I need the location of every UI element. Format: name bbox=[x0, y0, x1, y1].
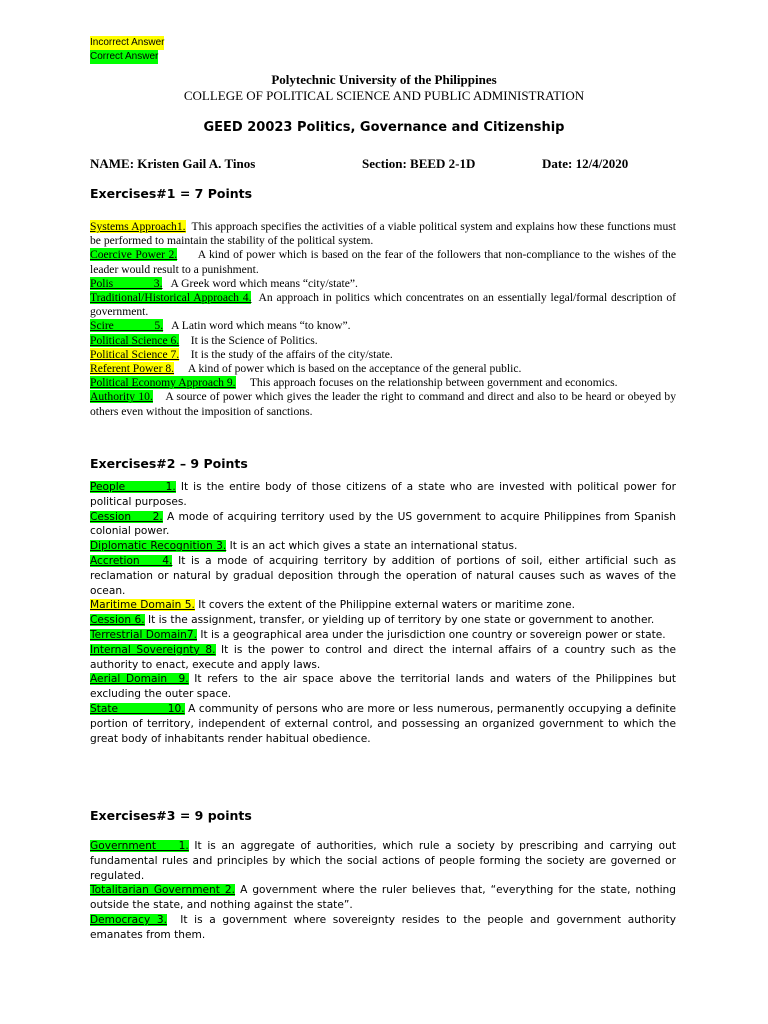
exercise2-title: Exercises#2 – 9 Points bbox=[90, 456, 248, 471]
question-text: It is the power to control and direct the internal affairs of a country such as the authority to enact, execute and apply laws. bbox=[90, 643, 680, 671]
question-item bbox=[90, 643, 680, 673]
question-text: An approach in politics which concentrates on an essentially legal/formal description of government. bbox=[90, 291, 679, 319]
answer-highlight-correct: Diplomatic Recognition 3. bbox=[90, 540, 227, 553]
question-text: A kind of power which is based on the fear of the followers that non-compliance to the wishes of the leader would result to a punishment. bbox=[90, 248, 679, 276]
answer-highlight-correct: Coercive Power 2. bbox=[90, 248, 178, 262]
question-item bbox=[90, 319, 676, 333]
question-item bbox=[90, 376, 676, 390]
question-text: This approach focuses on the relationship between government and economics. bbox=[235, 376, 618, 390]
question-text: It is the assignment, transfer, or yielding up of territory by one state or government to another. bbox=[144, 614, 655, 627]
question-item bbox=[90, 277, 676, 291]
question-text: It refers to the air space above the territorial lands and waters of the Philippines but excluding the outer space. bbox=[90, 673, 680, 701]
question-item bbox=[90, 702, 680, 746]
question-item bbox=[90, 480, 680, 510]
answer-highlight-incorrect: Referent Power 8. bbox=[90, 362, 175, 376]
question-item bbox=[90, 334, 676, 348]
question-text: It is a geographical area under the jurisdiction one country or sovereign power or state. bbox=[197, 628, 666, 641]
question-text: A source of power which gives the leader the right to command and direct and also to be heard or obeyed by others even without the imposition of sanctions. bbox=[90, 390, 679, 418]
question-text: It is an act which gives a state an international status. bbox=[226, 540, 518, 553]
answer-highlight-correct: People 1. bbox=[90, 481, 176, 493]
question-item bbox=[90, 248, 679, 276]
answer-highlight-correct: Authority 10. bbox=[90, 390, 153, 404]
question-text: It is the entire body of those citizens of a state who are invested with political power for political purposes. bbox=[90, 481, 680, 508]
question-text: It is a mode of acquiring territory by addition of portions of soil, either artificial such as reclamation or natural by gradual deposition through the operation of natural causes such as waves of the ocean. bbox=[90, 554, 680, 597]
student-name: NAME: Kristen Gail A. Tinos bbox=[90, 156, 256, 171]
question-item bbox=[90, 554, 680, 598]
exercise3-list bbox=[90, 839, 680, 943]
answer-highlight-correct: Internal Sovereignty 8. bbox=[90, 643, 216, 656]
exercise2-list bbox=[90, 480, 680, 746]
question-item bbox=[90, 613, 676, 628]
answer-highlight-correct: Democracy 3. bbox=[90, 913, 167, 926]
question-item bbox=[90, 539, 676, 554]
answer-highlight-incorrect: Systems Approach1. bbox=[90, 220, 186, 233]
exercise3-title: Exercises#3 = 9 points bbox=[90, 808, 252, 823]
answer-legend bbox=[90, 36, 164, 64]
answer-highlight-correct: Cession 6. bbox=[90, 614, 145, 627]
exercise1-list bbox=[90, 220, 679, 419]
question-text: A Greek word which means “city/state”. bbox=[162, 276, 358, 290]
answer-highlight-correct: Government 1. bbox=[90, 840, 189, 852]
question-text: This approach specifies the activities of a viable political system and explains how these functions must be performed to maintain the stability of the political system. bbox=[90, 220, 679, 248]
question-item bbox=[90, 883, 680, 913]
answer-highlight-correct: Traditional/Historical Approach 4. bbox=[90, 291, 252, 305]
answer-highlight-correct: Accretion 4. bbox=[90, 554, 173, 567]
question-item bbox=[90, 510, 680, 540]
answer-highlight-incorrect: Political Science 7. bbox=[90, 347, 180, 361]
question-item bbox=[90, 220, 679, 248]
question-item bbox=[90, 362, 676, 376]
question-item bbox=[90, 672, 680, 702]
answer-highlight-correct: Terrestrial Domain7. bbox=[90, 628, 197, 641]
legend-correct: Correct Answer bbox=[90, 51, 159, 62]
question-item bbox=[90, 348, 676, 362]
legend-incorrect: Incorrect Answer bbox=[90, 37, 165, 48]
answer-highlight-correct: State 10. bbox=[90, 702, 185, 715]
question-text: A Latin word which means “to know”. bbox=[163, 319, 351, 333]
question-item bbox=[90, 839, 680, 883]
exercise1-title: Exercises#1 = 7 Points bbox=[90, 186, 253, 201]
answer-highlight-incorrect: Maritime Domain 5. bbox=[90, 599, 195, 612]
student-section: Section: BEED 2-1D bbox=[362, 156, 476, 171]
answer-highlight-correct: Political Science 6. bbox=[90, 333, 180, 347]
answer-highlight-correct: Scire 5. bbox=[90, 319, 164, 333]
submission-date: Date: 12/4/2020 bbox=[542, 156, 629, 171]
question-text: A government where the ruler believes that, “everything for the state, nothing outside the state, and nothing against the state”. bbox=[90, 884, 680, 912]
question-item bbox=[90, 913, 680, 943]
question-item bbox=[90, 390, 679, 418]
answer-highlight-correct: Aerial Domain 9. bbox=[90, 673, 189, 686]
question-item bbox=[90, 598, 676, 613]
question-text: A mode of acquiring territory used by the US government to acquire Philippines from Spanish colonial power. bbox=[90, 510, 680, 538]
question-text: It covers the extent of the Philippine external waters or maritime zone. bbox=[194, 599, 575, 612]
course-title: GEED 20023 Politics, Governance and Citizenship bbox=[203, 120, 565, 135]
university-name: Polytechnic University of the Philippines bbox=[271, 72, 497, 87]
question-text: It is the Science of Politics. bbox=[179, 333, 318, 347]
question-item bbox=[90, 628, 676, 643]
question-item bbox=[90, 291, 679, 319]
answer-highlight-correct: Totalitarian Government 2. bbox=[90, 884, 236, 897]
question-text: It is a government where sovereignty resides to the people and government authority emanates from them. bbox=[90, 913, 680, 941]
question-text: It is the study of the affairs of the city/state. bbox=[179, 347, 393, 361]
question-text: A kind of power which is based on the acceptance of the general public. bbox=[174, 362, 522, 376]
answer-highlight-correct: Political Economy Approach 9. bbox=[90, 376, 236, 390]
answer-highlight-correct: Polis 3. bbox=[90, 276, 163, 290]
answer-highlight-correct: Cession 2. bbox=[90, 510, 163, 523]
question-text: A community of persons who are more or less numerous, permanently occupying a definite portion of territory, independent of external control, and possessing an organized government to which the great body of inhabitants render habitual obedience. bbox=[90, 702, 680, 745]
question-text: It is an aggregate of authorities, which rule a society by prescribing and carrying out fundamental rules and principles by which the social actions of people forming the society are governed or regulated. bbox=[90, 840, 680, 882]
college-name: COLLEGE OF POLITICAL SCIENCE AND PUBLIC ADMINISTRATION bbox=[183, 88, 585, 103]
